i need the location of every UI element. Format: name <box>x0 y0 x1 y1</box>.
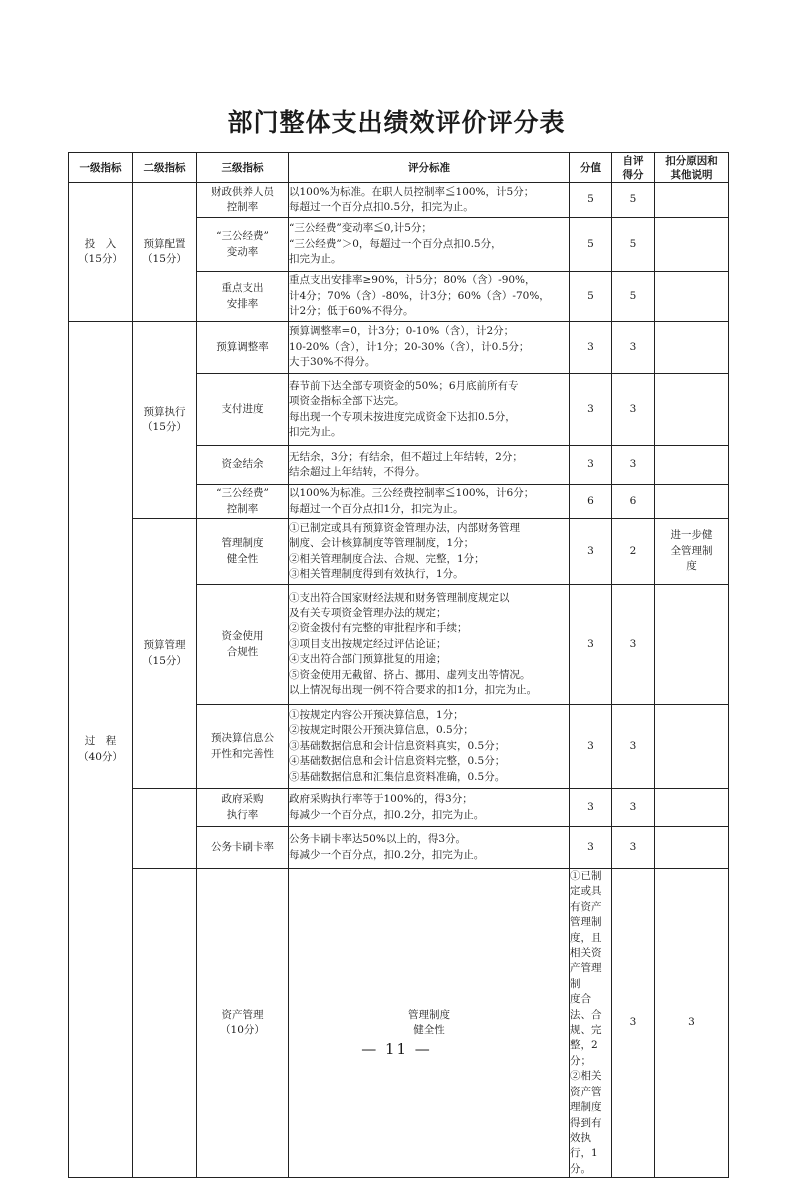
note-cell <box>655 789 729 827</box>
page-title: 部门整体支出绩效评价评分表 <box>227 108 566 137</box>
table-row <box>69 869 729 1178</box>
level2-budget-execution: 预算执行 （15分） <box>133 322 197 519</box>
standard-cell: 政府采购执行率等于100%的，得3分； 每减少一个百分点，扣0.2分，扣完为止。 <box>289 789 570 827</box>
standard-cell: 重点支出安排率≥90%，计5分；80%（含）-90%， 计4分；70%（含）-80%，计3分；60%（含）-70%， 计2分；低于60%不得分。 <box>289 272 570 322</box>
note-cell <box>655 446 729 485</box>
note-cell <box>655 827 729 869</box>
note-cell <box>655 272 729 322</box>
indicator-cell: 资金使用 合规性 <box>197 585 289 705</box>
self-score-cell: 5 <box>612 218 655 272</box>
indicator-cell: 预算调整率 <box>197 322 289 374</box>
standard-cell: 以100%为标准。三公经费控制率≦100%，计6分； 每超过一个百分点扣1分，扣完为止。 <box>289 485 570 519</box>
level1-input: 投 入 （15分） <box>69 183 133 322</box>
header-note: 扣分原因和 其他说明 <box>655 153 729 183</box>
level1-process: 过 程 （40分） <box>69 322 133 1178</box>
scoring-table <box>68 152 729 1178</box>
self-score-cell: 5 <box>612 272 655 322</box>
standard-cell: 预算调整率=0，计3分；0-10%（含），计2分； 10-20%（含），计1分；20-30%（含），计0.5分； 大于30%不得分。 <box>289 322 570 374</box>
standard-cell: 公务卡刷卡率达50%以上的，得3分。 每减少一个百分点，扣0.2分，扣完为止。 <box>289 827 570 869</box>
self-score-cell: 3 <box>612 827 655 869</box>
indicator-cell: 资金结余 <box>197 446 289 485</box>
header-self-score: 自评 得分 <box>612 153 655 183</box>
indicator-cell: 预决算信息公 开性和完善性 <box>197 705 289 789</box>
header-score: 分值 <box>570 153 612 183</box>
indicator-cell: 公务卡刷卡率 <box>197 827 289 869</box>
standard-cell: “三公经费”变动率≦0,计5分； “三公经费”＞0，每超过一个百分点扣0.5分， 扣完为止。 <box>289 218 570 272</box>
note-cell <box>655 485 729 519</box>
score-cell: 3 <box>570 705 612 789</box>
score-cell: 3 <box>570 446 612 485</box>
header-row <box>69 153 729 183</box>
score-cell: 5 <box>570 272 612 322</box>
indicator-cell: 重点支出 安排率 <box>197 272 289 322</box>
score-cell: 6 <box>570 485 612 519</box>
self-score-cell: 3 <box>612 446 655 485</box>
self-score-cell: 3 <box>612 585 655 705</box>
self-score-cell: 2 <box>612 519 655 585</box>
self-score-cell: 5 <box>612 183 655 218</box>
standard-cell: ①已制定或具有预算资金管理办法，内部财务管理 制度、会计核算制度等管理制度，1分； ②相关管理制度合法、合规、完整，1分； ③相关管理制度得到有效执行，1分。 <box>289 519 570 585</box>
score-cell: 3 <box>570 374 612 446</box>
level2-unlabeled <box>133 789 197 869</box>
self-score-cell: 3 <box>612 374 655 446</box>
level2-budget-config: 预算配置 （15分） <box>133 183 197 322</box>
indicator-cell: 财政供养人员 控制率 <box>197 183 289 218</box>
table-row <box>69 789 729 827</box>
indicator-cell: “三公经费” 变动率 <box>197 218 289 272</box>
self-score-cell: 6 <box>612 485 655 519</box>
self-score-cell: 3 <box>655 869 729 1178</box>
note-cell <box>655 322 729 374</box>
indicator-cell: “三公经费” 控制率 <box>197 485 289 519</box>
self-score-cell: 3 <box>612 789 655 827</box>
self-score-cell: 3 <box>612 705 655 789</box>
score-cell: 3 <box>612 869 655 1178</box>
score-cell: 5 <box>570 183 612 218</box>
indicator-cell: 政府采购 执行率 <box>197 789 289 827</box>
header-standard: 评分标准 <box>289 153 570 183</box>
score-cell: 3 <box>570 519 612 585</box>
score-cell: 3 <box>570 322 612 374</box>
score-cell: 3 <box>570 827 612 869</box>
standard-cell: ①支出符合国家财经法规和财务管理制度规定以 及有关专项资金管理办法的规定； ②资金拨付有完整的审批程序和手续； ③项目支出按规定经过评估论证； ④支出符合部门预算批复的用途； ⑤资金使用无截留、挤占、挪用、虚列支出等情况。 以上情况每出现一例不符合要求的扣1分，扣完为止。 <box>289 585 570 705</box>
note-cell <box>655 585 729 705</box>
note-cell <box>655 374 729 446</box>
indicator-cell: 管理制度 健全性 <box>197 519 289 585</box>
level2-asset-management: 资产管理 （10分） <box>197 869 289 1178</box>
header-level1: 一级指标 <box>69 153 133 183</box>
standard-cell: 春节前下达全部专项资金的50%；6月底前所有专 项资金指标全部下达完。 每出现一个专项未按进度完成资金下达扣0.5分， 扣完为止。 <box>289 374 570 446</box>
standard-cell: 以100%为标准。在职人员控制率≦100%，计5分； 每超过一个百分点扣0.5分，扣完为止。 <box>289 183 570 218</box>
page-number: — 11 — <box>361 1040 432 1058</box>
self-score-cell: 3 <box>612 322 655 374</box>
note-cell <box>655 218 729 272</box>
score-cell: 3 <box>570 789 612 827</box>
score-cell: 3 <box>570 585 612 705</box>
header-level3: 三级指标 <box>197 153 289 183</box>
indicator-cell: 支付进度 <box>197 374 289 446</box>
note-cell <box>655 183 729 218</box>
table-row <box>69 519 729 585</box>
table-row <box>69 183 729 218</box>
note-cell <box>655 705 729 789</box>
header-level2: 二级指标 <box>133 153 197 183</box>
standard-cell: ①已制定或具有资产管理制度，且相关资产管理制 度合法、合规、完整，2分； ②相关资产管理制度得到有效执行，1分。 <box>570 869 612 1178</box>
standard-cell: 无结余，3分；有结余，但不超过上年结转，2分； 结余超过上年结转，不得分。 <box>289 446 570 485</box>
level2-budget-management: 预算管理 （15分） <box>133 519 197 789</box>
standard-cell: ①按规定内容公开预决算信息，1分； ②按规定时限公开预决算信息，0.5分； ③基础数据信息和会计信息资料真实，0.5分； ④基础数据信息和会计信息资料完整，0.5分； ⑤基础数据信息和汇集信息资料准确，0.5分。 <box>289 705 570 789</box>
indicator-cell: 管理制度 健全性 <box>289 869 570 1178</box>
table-row <box>69 322 729 374</box>
level1-empty <box>133 869 197 1178</box>
note-cell: 进一步健 全管理制 度 <box>655 519 729 585</box>
score-cell: 5 <box>570 218 612 272</box>
